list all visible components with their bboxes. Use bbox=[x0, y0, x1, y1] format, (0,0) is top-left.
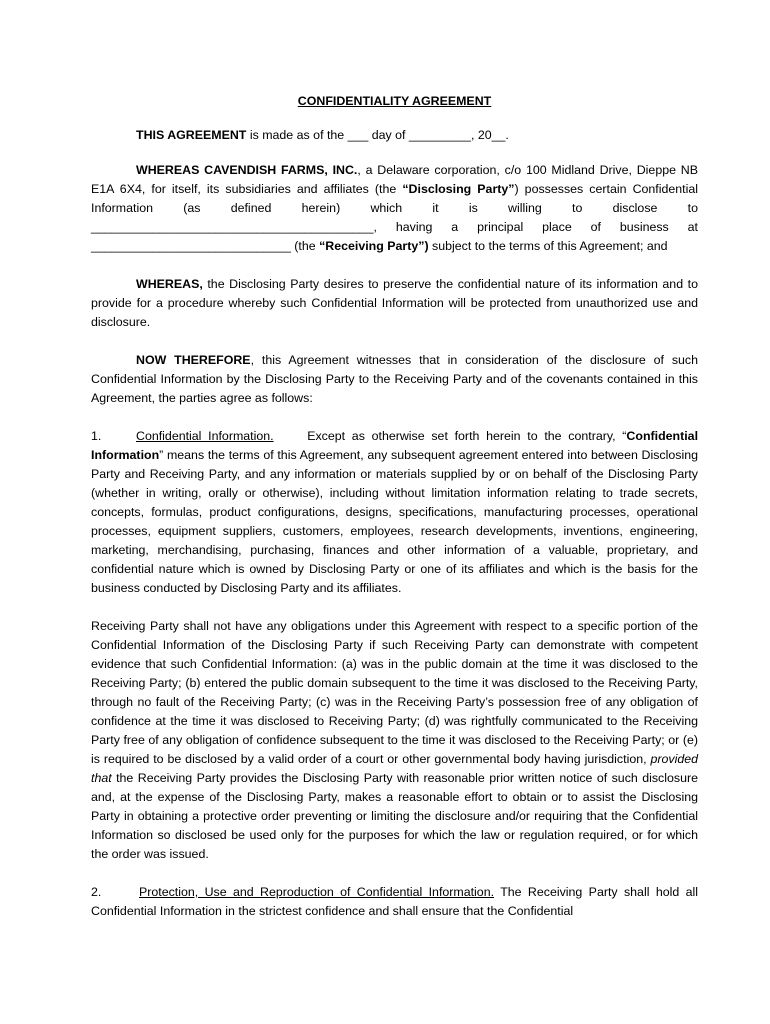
now-therefore-bold: NOW THEREFORE bbox=[136, 353, 251, 367]
section-1-text-1: Except as otherwise set forth herein to the contrary, “ bbox=[273, 429, 627, 443]
whereas-purpose-paragraph bbox=[91, 275, 698, 332]
document-title: CONFIDENTIALITY AGREEMENT bbox=[297, 94, 492, 108]
whereas-text-3: subject to the terms of this Agreement; and bbox=[428, 239, 668, 253]
whereas-text-1: , a Delaware corporation, c/o 100 Midland Drive, Dieppe NB E1A 6X4, for itself, its subsidiaries and affiliates (the bbox=[91, 163, 699, 196]
confidential-information-term: Confidential Information bbox=[91, 429, 699, 462]
now-therefore-text: , this Agreement witnesses that in consideration of the disclosure of such Confidential Information by the Disclosing Party to the Receiving Party and of the covenants contained in this Agreement, the parties agree as follows: bbox=[91, 353, 698, 405]
exceptions-text-2: the Receiving Party provides the Disclosing Party with reasonable prior written notice of such disclosure and, at the expense of the Disclosing Party, makes a reasonable effort to obtain or to assist the Disclosing Party in obtaining a protective order preventing or limiting the disclosure and/or requiring that the Confidential Information so disclosed be used only for the purposes for which the law or regulation required, or for which the order was issued. bbox=[91, 771, 698, 861]
whereas-parties-paragraph bbox=[91, 161, 698, 256]
section-2-heading: Protection, Use and Reproduction of Confidential Information. bbox=[139, 885, 495, 899]
exceptions-paragraph bbox=[91, 617, 698, 864]
section-1-text-2: ” means the terms of this Agreement, any subsequent agreement entered into between Disclosing Party and Receiving Party, and any information or materials supplied by or on behalf of the Disclosing Party (whether in writing, orally or otherwise), including without limitation information relating to trade secrets, concepts, formulas, product configurations, designs, specifications, manufacturing processes, operational processes, equipment suppliers, customers, employees, research developments, inventions, engineering, marketing, merchandising, purchasing, finances and other information of a valuable, proprietary, and confidential nature which is owned by Disclosing Party or one of its affiliates and which is the basis for the business conducted by Disclosing Party and its affiliates. bbox=[91, 448, 698, 595]
intro-paragraph bbox=[91, 126, 698, 145]
intro-text: is made as of the ___ day of _________, 20__. bbox=[246, 128, 509, 142]
now-therefore-paragraph bbox=[91, 351, 698, 408]
receiving-party-term: “Receiving Party”) bbox=[319, 239, 429, 253]
exceptions-text-1: Receiving Party shall not have any obligations under this Agreement with respect to a specific portion of the Confidential Information of the Disclosing Party if such Receiving Party can demonstrate with competent evidence that such Confidential Information: (a) was in the public domain at the time it was disclosed to the Receiving Party; (b) entered the public domain subsequent to the time it was disclosed to the Receiving Party, through no fault of the Receiving Party; (c) was in the Receiving Party’s possession free of any obligation of confidence at the time it was disclosed to Receiving Party; (d) was rightfully communicated to the Receiving Party free of any obligation of confidence subsequent to the time it was disclosed to the Receiving Party; or (e) is required to be disclosed by a valid order of a court or other governmental body having jurisdiction, bbox=[91, 619, 698, 766]
section-2-number: 2. bbox=[91, 885, 102, 899]
section-2-text: The Receiving Party shall hold all Confidential Information in the strictest confidence and shall ensure that the Confidential bbox=[91, 885, 699, 918]
intro-bold: THIS AGREEMENT bbox=[136, 128, 247, 142]
whereas-company: WHEREAS CAVENDISH FARMS, INC. bbox=[136, 163, 358, 177]
whereas-text-2: ) possesses certain Confidential Information (as defined herein) which it is willing to disclose to _________________________________________, having a principal place of business at _____________________________ (the bbox=[91, 182, 699, 253]
section-2-paragraph bbox=[91, 883, 698, 921]
section-1-heading: Confidential Information. bbox=[136, 429, 274, 443]
whereas-bold: WHEREAS, bbox=[136, 277, 203, 291]
whereas-purpose-text: the Disclosing Party desires to preserve the confidential nature of its information and to provide for a procedure whereby such Confidential Information will be protected from unauthorized use and disclosure. bbox=[91, 277, 698, 329]
provided-that-term: provided that bbox=[91, 752, 698, 785]
document-page bbox=[91, 92, 698, 921]
section-1-paragraph bbox=[91, 427, 698, 598]
section-1-number: 1. bbox=[91, 429, 102, 443]
disclosing-party-term: “Disclosing Party” bbox=[402, 182, 515, 196]
